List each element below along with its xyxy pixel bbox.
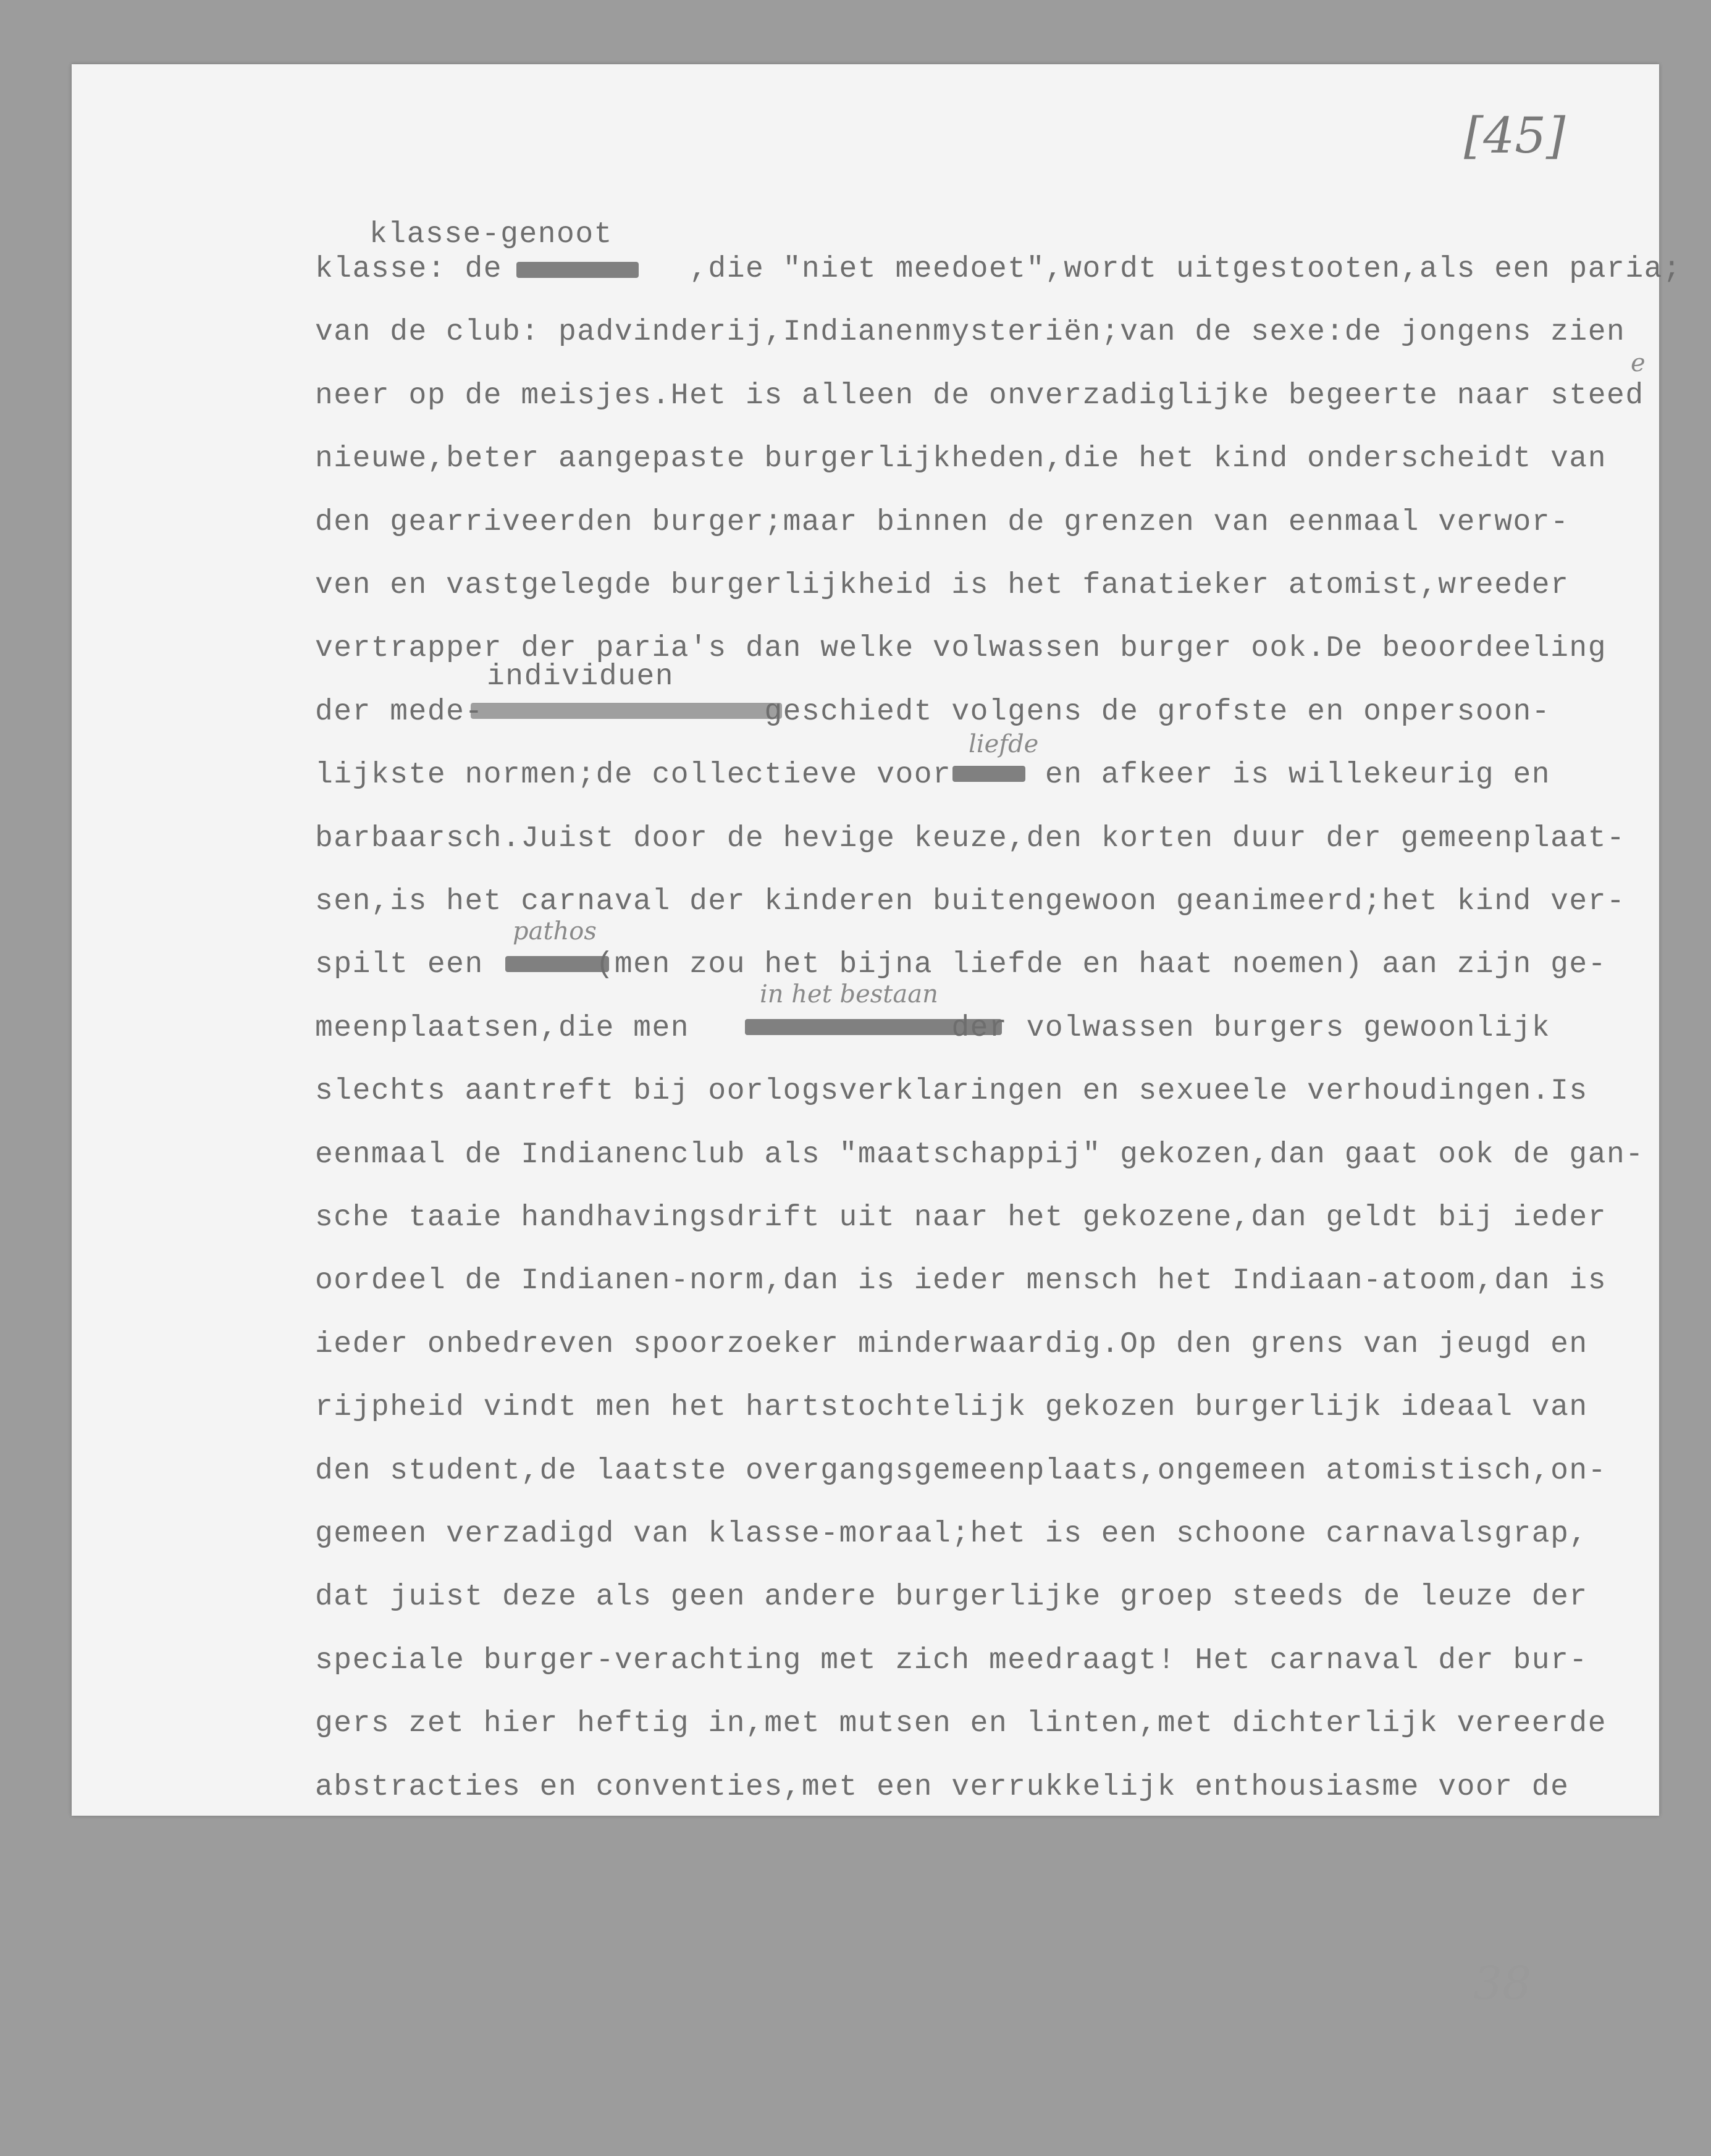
margin-note: e <box>1631 349 1646 377</box>
typed-line: lijkste normen;de collectieve voor en afkeer is willekeurig en <box>315 758 1551 792</box>
typed-line: speciale burger-verachting met zich meedraagt! Het carnaval der bur- <box>315 1643 1588 1677</box>
typed-line: den gearriveerden burger;maar binnen de grenzen van eenmaal verwor- <box>315 505 1570 539</box>
insertion-klasse-genoot: klasse-genoot <box>369 218 613 251</box>
insertion-in-het-bestaan: in het bestaan <box>760 980 938 1009</box>
typed-line: neer op de meisjes.Het is alleen de onverzadiglijke begeerte naar steed <box>315 379 1644 413</box>
folio-annotation: 38 <box>1473 1957 1532 2010</box>
typed-line: gers zet hier heftig in,met mutsen en linten,met dichterlijk vereerde <box>315 1707 1607 1741</box>
typed-line: ieder onbedreven spoorzoeker minderwaardig.Op den grens van jeugd en <box>315 1327 1588 1361</box>
typed-line: der mede- geschiedt volgens de grofste en onpersoon- <box>315 695 1551 729</box>
page-number-annotation: [45] <box>1464 107 1566 164</box>
typed-line: gemeen verzadigd van klasse-moraal;het is een schoone carnavalsgrap, <box>315 1517 1588 1551</box>
insertion-individuen: individuen <box>487 660 675 694</box>
typed-line: dat juist deze als geen andere burgerlijke groep steeds de leuze der <box>315 1580 1588 1614</box>
typed-line: ven en vastgelegde burgerlijkheid is het fanatieker atomist,wreeder <box>315 569 1570 602</box>
typed-line: spilt een (men zou het bijna liefde en haat noemen) aan zijn ge- <box>315 948 1607 982</box>
typed-line: rijpheid vindt men het hartstochtelijk gekozen burgerlijk ideaal van <box>315 1391 1588 1425</box>
typed-line: sche taaie handhavingsdrift uit naar het gekozene,dan geldt bij ieder <box>315 1201 1607 1235</box>
typed-line: meenplaatsen,die men der volwassen burgers gewoonlijk <box>315 1011 1551 1045</box>
typed-line: eenmaal de Indianenclub als "maatschappij" gekozen,dan gaat ook de gan- <box>315 1138 1644 1172</box>
typed-line: abstracties en conventies,met een verrukkelijk enthousiasme voor de <box>315 1770 1570 1804</box>
typed-line: sen,is het carnaval der kinderen buitengewoon geanimeerd;het kind ver- <box>315 885 1626 918</box>
typed-line: slechts aantreft bij oorlogsverklaringen en sexueele verhoudingen.Is <box>315 1075 1588 1109</box>
typed-line: den student,de laatste overgangsgemeenplaats,ongemeen atomistisch,on- <box>315 1454 1607 1488</box>
typed-line: klasse: de ,die "niet meedoet",wordt uitgestooten,als een paria; <box>315 253 1682 286</box>
insertion-pathos: pathos <box>513 917 597 946</box>
typed-line: van de club: padvinderij,Indianenmysteriën;van de sexe:de jongens zien <box>315 316 1626 350</box>
typed-line: nieuwe,beter aangepaste burgerlijkheden,die het kind onderscheidt van <box>315 442 1607 476</box>
typed-line: oordeel de Indianen-norm,dan is ieder mensch het Indiaan-atoom,dan is <box>315 1264 1607 1298</box>
typed-line: vertrapper der paria's dan welke volwassen burger ook.De beoordeeling <box>315 632 1607 666</box>
insertion-liefde: liefde <box>969 730 1039 758</box>
typed-line: barbaarsch.Juist door de hevige keuze,den korten duur der gemeenplaat- <box>315 821 1626 855</box>
